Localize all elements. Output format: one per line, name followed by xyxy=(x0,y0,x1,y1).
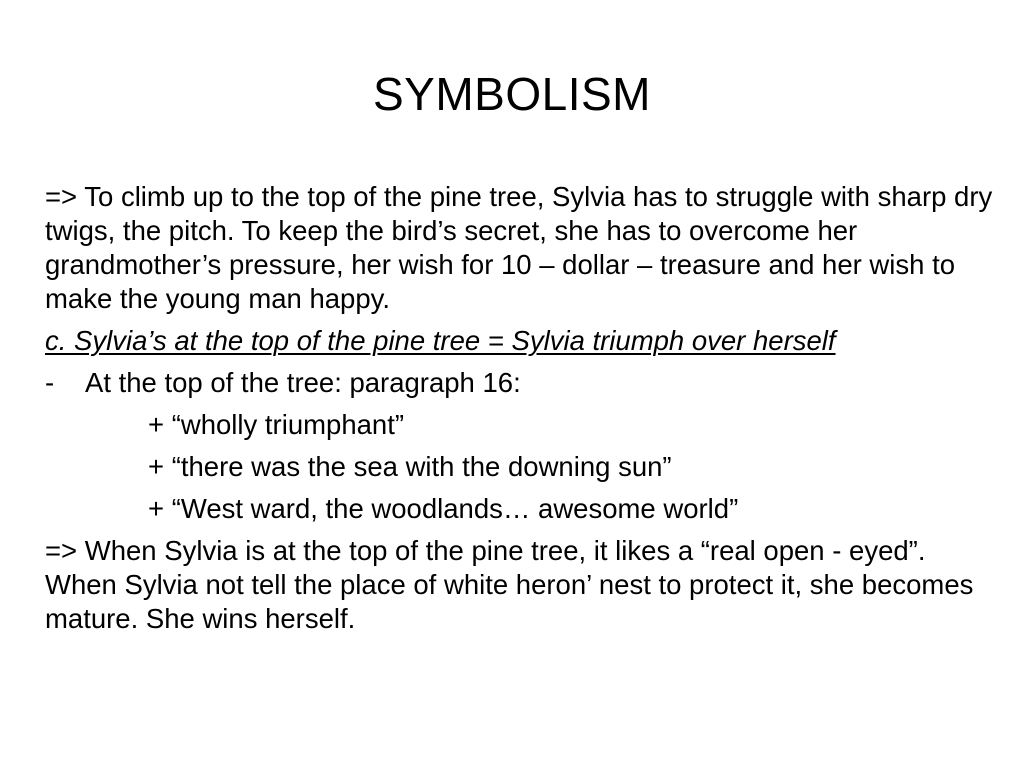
bullet-item xyxy=(45,366,995,400)
quote-item: + “there was the sea with the downing sun” xyxy=(148,451,672,482)
slide-content xyxy=(45,180,995,636)
slide-title: SYMBOLISM xyxy=(372,68,651,120)
bullet-marker: - xyxy=(45,367,55,398)
quote-item: + “wholly triumphant” xyxy=(148,409,404,440)
paragraph-conclusion: => When Sylvia is at the top of the pine tree, it likes a “real open - eyed”. When Sylvia not tell the place of white heron’ nest to protect it, she becomes mature. She wins herself. xyxy=(45,535,974,634)
quote-item: + “West ward, the woodlands… awesome world” xyxy=(148,493,739,524)
bullet-text: At the top of the tree: paragraph 16: xyxy=(85,367,521,398)
section-heading-c: c. Sylvia’s at the top of the pine tree = Sylvia triumph over herself xyxy=(45,325,836,356)
paragraph-struggle: => To climb up to the top of the pine tree, Sylvia has to struggle with sharp dry twigs, the pitch. To keep the bird’s secret, she has to overcome her grandmother’s pressure, her wish for 10 – dollar – treasure and her wish to make the young man happy. xyxy=(45,181,993,314)
